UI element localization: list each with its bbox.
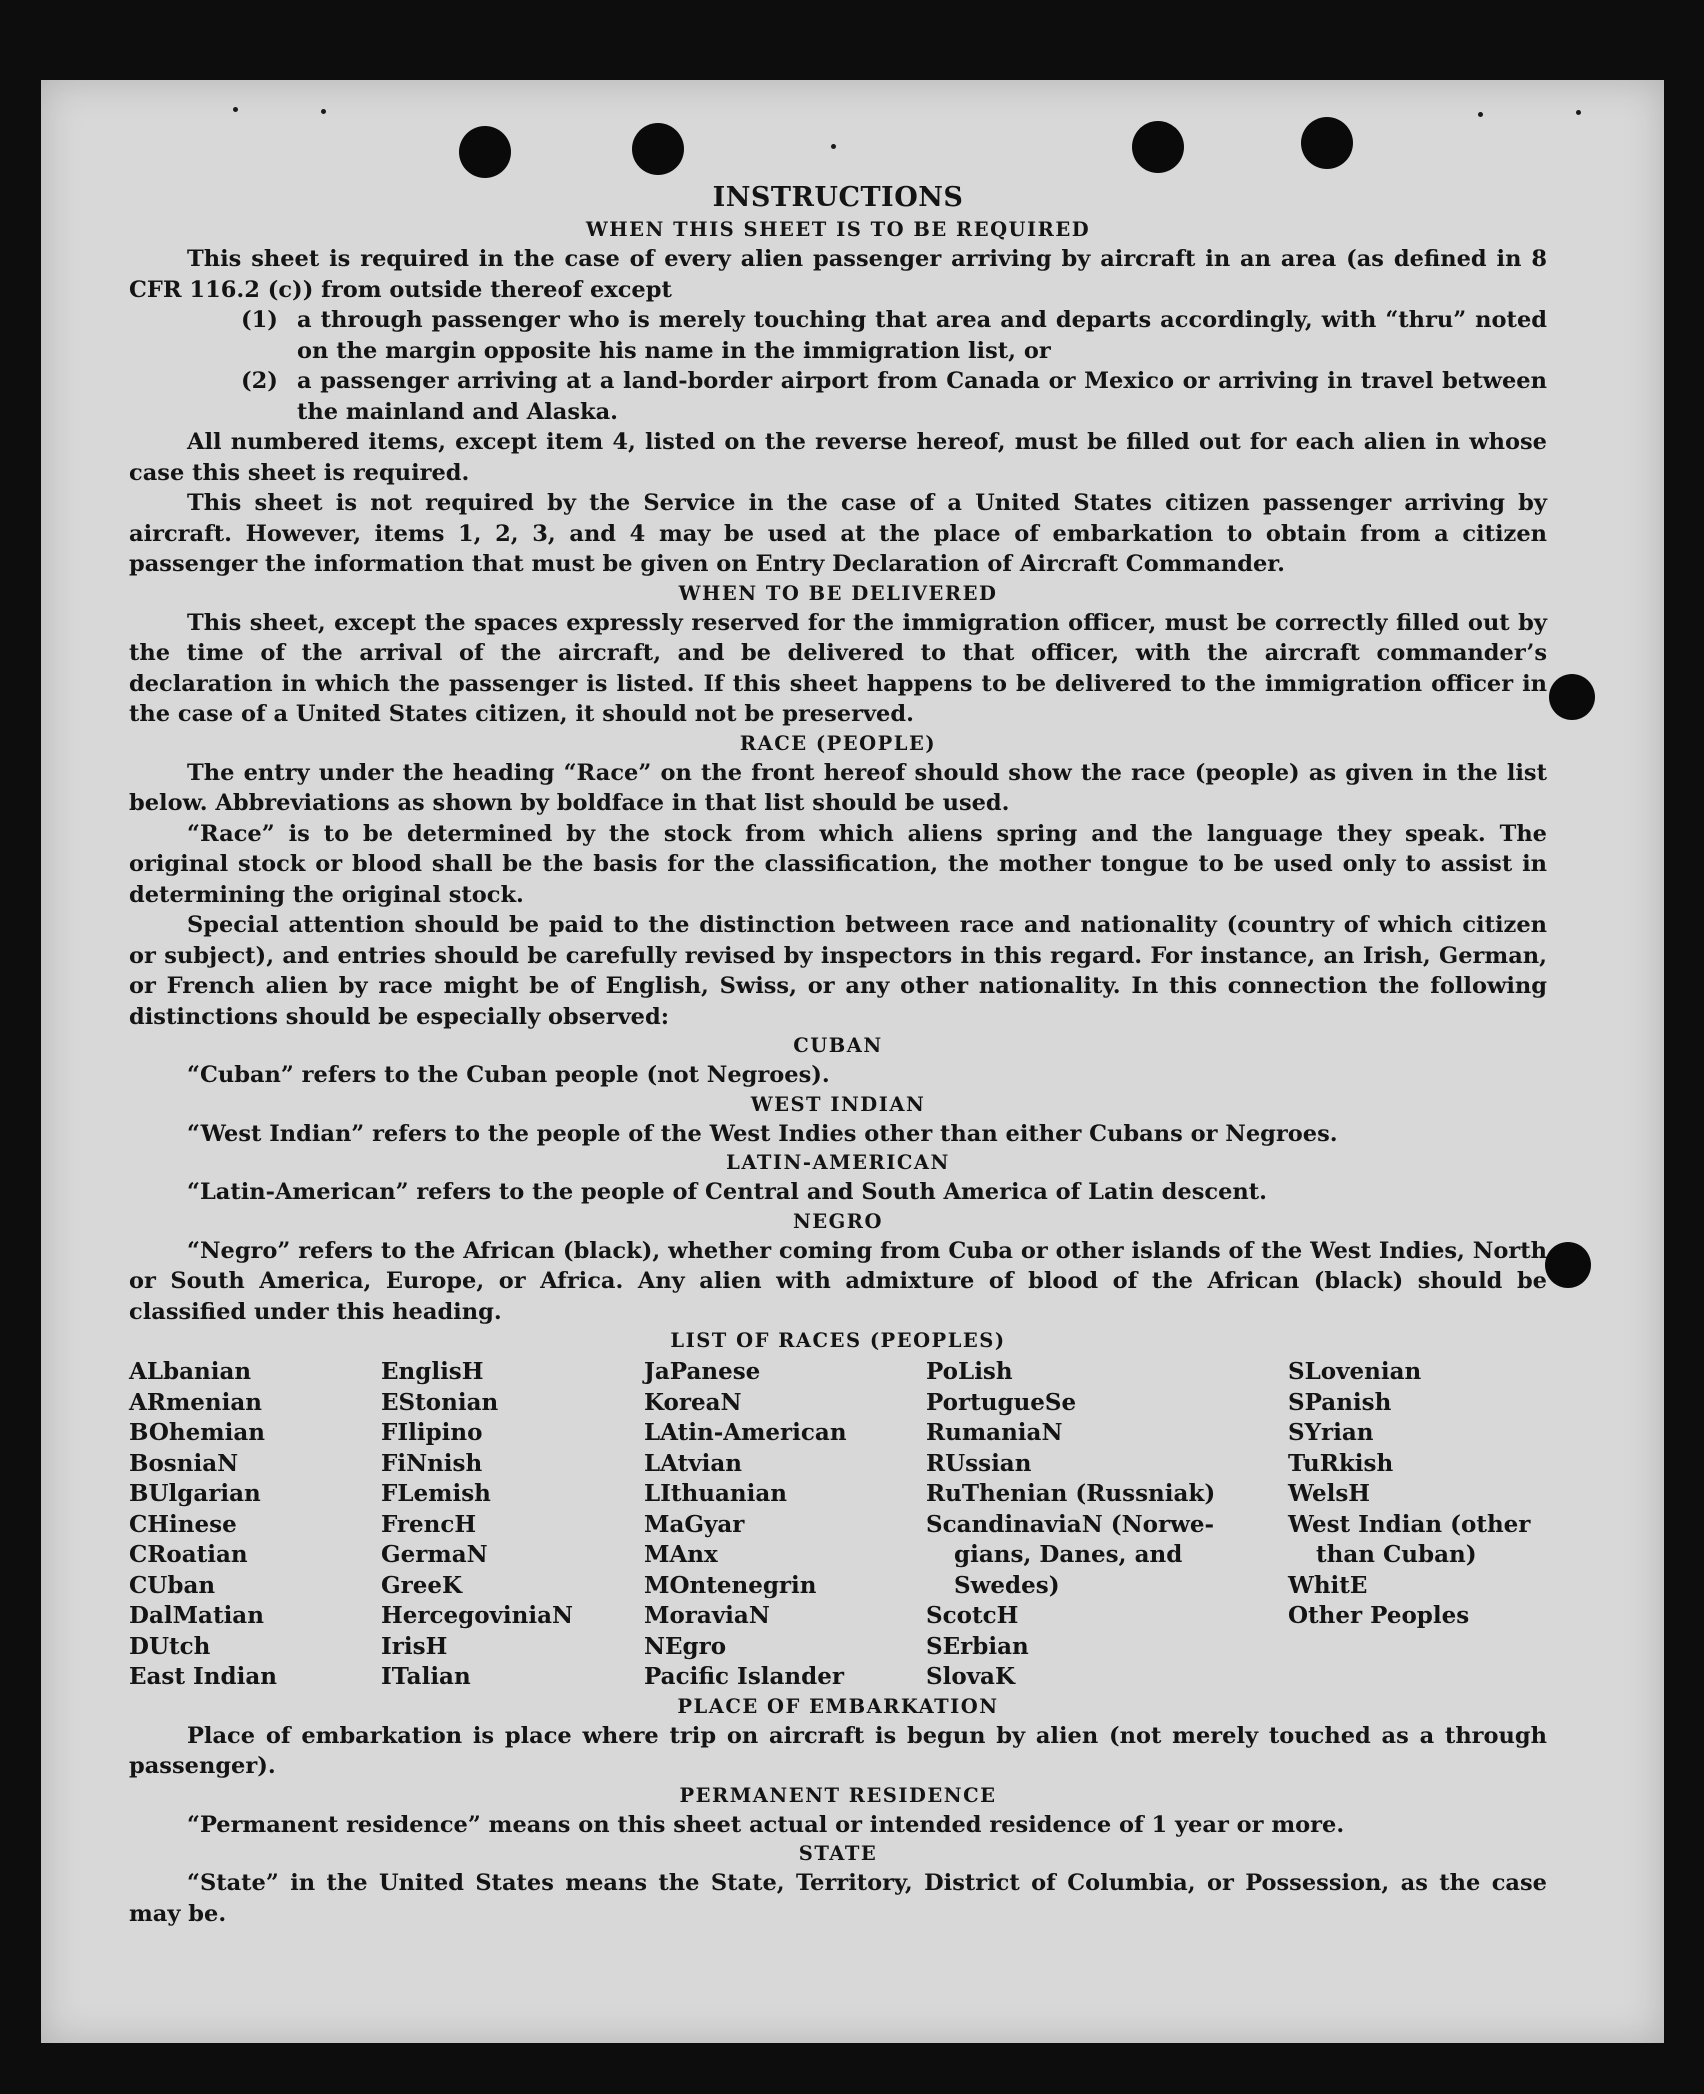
document-page (41, 80, 1664, 2043)
section-heading: NEGRO (792, 1209, 884, 1233)
paragraph: Place of embarkation is place where trip on aircraft is begun by alien (not merely touched as a through passenger). (129, 1722, 1547, 1779)
race-item: SYrian (1288, 1419, 1374, 1446)
race-item: than Cuban) (1316, 1541, 1477, 1568)
paragraph: “Latin-American” refers to the people of Central and South America of Latin descent. (187, 1179, 1267, 1205)
speck (831, 144, 836, 149)
race-item: MAnx (644, 1541, 718, 1568)
race-item: BOhemian (129, 1419, 265, 1446)
race-item: EStonian (381, 1388, 499, 1416)
paragraph: “Permanent residence” means on this sheet actual or intended residence of 1 year or more. (187, 1811, 1345, 1838)
race-item: KoreaN (644, 1388, 742, 1416)
paragraph: This sheet, except the spaces expressly reserved for the immigration officer, must be correctly filled out by the time of the arrival of the aircraft, and be delivered to that officer, with the aircraft commander’s declaration in which the passenger is listed. If this sheet happens to be delivered to the immigration officer in the case of a United States citizen, it should not be preserved. (129, 609, 1547, 727)
race-item: HercegoviniaN (381, 1602, 574, 1629)
race-item: FLemish (381, 1480, 491, 1507)
item-text: a passenger arriving at a land-border airport from Canada or Mexico or arriving in travel between the mainland and Alaska. (297, 368, 1547, 425)
section-heading: LIST OF RACES (PEOPLES) (670, 1329, 1006, 1352)
list-item (241, 305, 1547, 366)
punch-hole (632, 123, 684, 175)
race-item: SLovenian (1288, 1358, 1422, 1385)
race-item: PortugueSe (926, 1388, 1077, 1416)
speck (1478, 112, 1483, 117)
section-heading: PERMANENT RESIDENCE (679, 1783, 997, 1807)
paragraph: This sheet is required in the case of every alien passenger arriving by aircraft in an area (as defined in 8 CFR 116.2 (c)) from outside thereof except (129, 246, 1547, 303)
punch-hole (1549, 674, 1595, 720)
race-item: CUban (129, 1571, 216, 1599)
race-item: MaGyar (644, 1510, 745, 1538)
paragraph: The entry under the heading “Race” on the front hereof should show the race (people) as given in the list below. Abbreviations as shown by boldface in that list should be used. (129, 759, 1547, 816)
race-item: FrencH (381, 1510, 477, 1538)
race-item: ScandinaviaN (Norwe- (926, 1510, 1215, 1538)
race-item: MoraviaN (644, 1602, 770, 1629)
punch-hole (1301, 117, 1353, 169)
section-heading: WEST INDIAN (750, 1092, 926, 1116)
section-heading: LATIN-AMERICAN (726, 1151, 950, 1174)
race-item: RUssian (926, 1449, 1032, 1477)
section-heading: WHEN THIS SHEET IS TO BE REQUIRED (585, 218, 1091, 241)
race-item: GreeK (381, 1571, 463, 1599)
race-item: DUtch (129, 1632, 211, 1660)
race-item: MOntenegrin (644, 1571, 817, 1599)
section-heading: PLACE OF EMBARKATION (677, 1694, 999, 1718)
race-item: DalMatian (129, 1602, 264, 1629)
race-item: gians, Danes, and (954, 1541, 1183, 1568)
section-heading: STATE (798, 1842, 878, 1865)
race-item: WelsH (1288, 1480, 1371, 1507)
item-number: (1) (241, 307, 278, 333)
section-heading: WHEN TO BE DELIVERED (678, 581, 998, 605)
race-item: TuRkish (1288, 1449, 1394, 1477)
race-item: LAtin-American (644, 1419, 847, 1446)
race-item: East Indian (129, 1663, 277, 1690)
race-item: SlovaK (926, 1663, 1015, 1690)
race-item: EnglisH (381, 1358, 484, 1385)
item-number: (2) (241, 368, 278, 394)
paragraph: “State” in the United States means the State, Territory, District of Columbia, or Possession, as the case may be. (129, 1870, 1547, 1927)
race-item: Other Peoples (1288, 1602, 1470, 1629)
paragraph: “Race” is to be determined by the stock from which aliens spring and the language they speak. The original stock or blood shall be the basis for the classification, the mother tongue to be used only to assist in determining the original stock. (129, 820, 1547, 908)
race-item: WhitE (1288, 1571, 1368, 1599)
race-item: FiNnish (381, 1449, 483, 1477)
paragraph: “Negro” refers to the African (black), whether coming from Cuba or other islands of the West Indies, North or South America, Europe, or Africa. Any alien with admixture of blood of the African (black) should be classified under this heading. (129, 1237, 1547, 1325)
race-item: ScotcH (926, 1602, 1019, 1629)
race-item: GermaN (381, 1541, 488, 1568)
race-item: JaPanese (644, 1358, 761, 1385)
paragraph: “West Indian” refers to the people of the West Indies other than either Cubans or Negroes. (187, 1120, 1338, 1147)
paragraph: “Cuban” refers to the Cuban people (not Negroes). (187, 1062, 830, 1088)
race-item: West Indian (other (1288, 1510, 1531, 1538)
race-item: CRoatian (129, 1541, 248, 1568)
race-item: RuThenian (Russniak) (926, 1480, 1216, 1507)
race-item: ARmenian (129, 1388, 263, 1416)
race-item: Swedes) (954, 1571, 1060, 1599)
race-list (129, 1357, 1547, 1693)
race-item: LIthuanian (644, 1480, 787, 1507)
paragraph: Special attention should be paid to the distinction between race and nationality (country of which citizen or subject), and entries should be carefully revised by inspectors in this regard. For instance, an Irish, German, or French alien by race might be of English, Swiss, or any other nationality. In this connection the following distinctions should be especially observed: (129, 912, 1547, 1030)
punch-hole (1132, 121, 1184, 173)
race-column (926, 1357, 1288, 1693)
race-item: SPanish (1288, 1388, 1392, 1416)
section-heading: RACE (PEOPLE) (739, 731, 937, 755)
race-column (381, 1357, 644, 1693)
race-item: ITalian (381, 1663, 471, 1690)
punch-hole (1545, 1242, 1591, 1288)
page-title: INSTRUCTIONS (712, 182, 964, 213)
race-column (644, 1357, 926, 1693)
race-column (129, 1357, 381, 1693)
race-item: PoLish (926, 1358, 1013, 1385)
race-item: LAtvian (644, 1449, 742, 1477)
race-item: BosniaN (129, 1449, 239, 1477)
race-item: RumaniaN (926, 1419, 1063, 1446)
race-item: BUlgarian (129, 1480, 261, 1507)
paragraph: All numbered items, except item 4, listed on the reverse hereof, must be filled out for each alien in whose case this sheet is required. (129, 429, 1547, 486)
race-item: Pacific Islander (644, 1663, 844, 1690)
race-item: NEgro (644, 1632, 727, 1660)
punch-hole (459, 126, 511, 178)
item-text: a through passenger who is merely touching that area and departs accordingly, with “thru” noted on the margin opposite his name in the immigration list, or (297, 307, 1547, 364)
instructions-text (129, 180, 1547, 1929)
section-heading: CUBAN (793, 1034, 883, 1057)
race-column (1288, 1357, 1547, 1693)
speck (1576, 110, 1581, 115)
race-item: CHinese (129, 1510, 237, 1538)
race-item: FIlipino (381, 1419, 483, 1446)
speck (321, 109, 326, 114)
race-item: ALbanian (129, 1358, 252, 1385)
speck (233, 107, 238, 112)
paragraph: This sheet is not required by the Service in the case of a United States citizen passenger arriving by aircraft. However, items 1, 2, 3, and 4 may be used at the place of embarkation to obtain from a citizen passenger the information that must be given on Entry Declaration of Aircraft Commander. (129, 490, 1547, 577)
race-item: IrisH (381, 1632, 448, 1660)
race-item: SErbian (926, 1632, 1029, 1660)
list-item (241, 366, 1547, 427)
